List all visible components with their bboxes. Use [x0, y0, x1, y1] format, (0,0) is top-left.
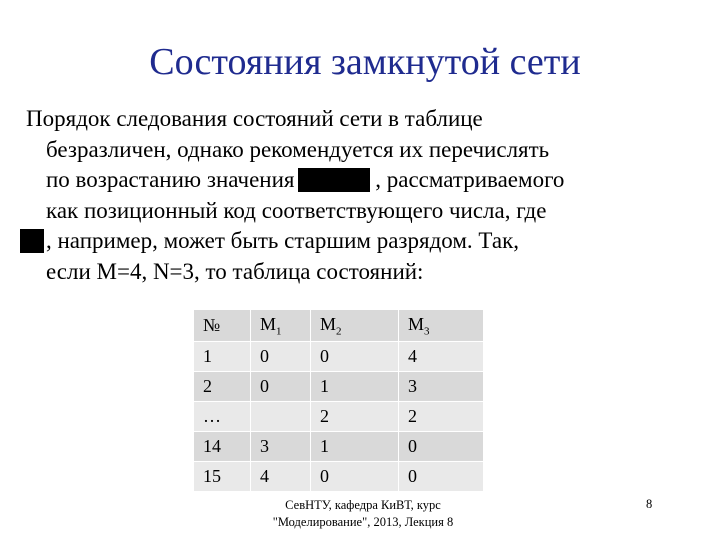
table-cell: 2: [194, 372, 251, 402]
table-cell: 15: [194, 462, 251, 492]
table-row: [194, 342, 484, 372]
body-paragraph: [26, 104, 716, 287]
table-cell: 3: [251, 432, 311, 462]
table-cell: 2: [311, 402, 399, 432]
table-cell: 0: [399, 432, 484, 462]
paragraph-line-4: как позиционный код соответствующего числа, где: [46, 197, 547, 223]
header-cell-m2: $M_2$: [311, 310, 399, 342]
table-cell: 4: [399, 342, 484, 372]
table-cell: …: [194, 402, 251, 432]
page-number: 8: [646, 497, 653, 511]
table-cell: 4: [251, 462, 311, 492]
states-table: [193, 309, 484, 492]
table-cell: 0: [251, 342, 311, 372]
table-cell: 1: [311, 432, 399, 462]
redacted-formula: [298, 168, 370, 192]
paragraph-line-3-start: по возрастанию значения: [46, 167, 295, 192]
table-row: [194, 372, 484, 402]
paragraph-line-6: если M=4, N=3, то таблица состояний:: [46, 258, 424, 284]
footer-line-2: "Моделирование", 2013, Лекция 8: [272, 515, 454, 529]
header-cell-m1: $M_1$: [251, 310, 311, 342]
paragraph-line-3: [26, 165, 716, 196]
table-cell: 2: [399, 402, 484, 432]
paragraph-line-3-end: , рассматриваемого: [375, 167, 565, 192]
paragraph-line-2: безразличен, однако рекомендуется их перечислять: [46, 136, 550, 162]
paragraph-line-5-text: , например, может быть старшим разрядом. Так,: [46, 228, 519, 253]
table-row: [194, 402, 484, 432]
paragraph-line-1: Порядок следования состояний сети в таблице: [26, 106, 483, 131]
redacted-symbol: [20, 229, 44, 253]
header-cell-number: №: [194, 310, 251, 342]
slide-title: Состояния замкнутой сети: [149, 41, 581, 83]
paragraph-line-5: [26, 226, 716, 257]
header-cell-m3: $M_3$: [399, 310, 484, 342]
footer-caption: [248, 497, 478, 531]
table-row: [194, 462, 484, 492]
table-cell: 0: [311, 342, 399, 372]
table-cell: 0: [399, 462, 484, 492]
table-row: [194, 432, 484, 462]
table-cell: 0: [311, 462, 399, 492]
table-cell-empty: [251, 402, 311, 432]
table-cell: 14: [194, 432, 251, 462]
table-cell: 1: [194, 342, 251, 372]
table-cell: 3: [399, 372, 484, 402]
table-cell: 1: [311, 372, 399, 402]
table-cell: 0: [251, 372, 311, 402]
footer-line-1: СевНТУ, кафедра КиВТ, курс: [285, 498, 441, 512]
table-header-row: [194, 310, 484, 342]
